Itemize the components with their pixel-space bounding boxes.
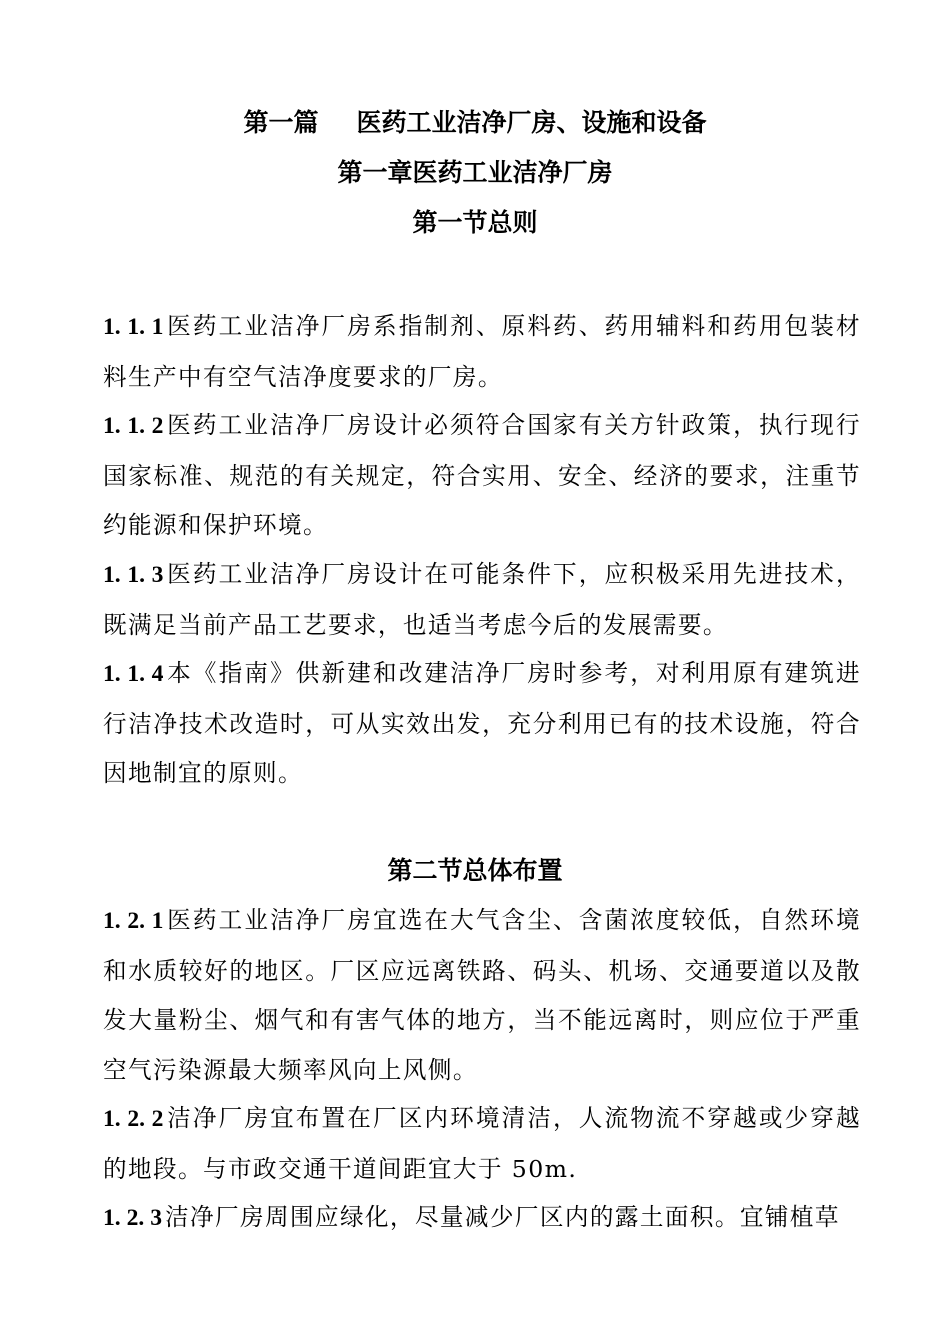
clause-1-2-1 [103, 896, 861, 1095]
clause-number: 1. 1. 3 [103, 562, 164, 588]
part-number: 第一篇 [243, 108, 319, 137]
part-title: 医药工业洁净厂房、设施和设备 [356, 108, 707, 137]
clause-number: 1. 2. 2 [103, 1106, 164, 1132]
clause-text: 医药工业洁净厂房设计必须符合国家有关方针政策，执行现行国家标准、规范的有关规定，符合实用、安全、经济的要求，注重节约能源和保护环境。 [103, 411, 861, 539]
clause-1-1-2 [103, 401, 861, 551]
clause-text: 医药工业洁净厂房宜选在大气含尘、含菌浓度较低，自然环境和水质较好的地区。厂区应远离铁路、码头、机场、交通要道以及散发大量粉尘、烟气和有害气体的地方，当不能远离时，则应位于严重空气污染源最大频率风向上风侧。 [103, 906, 861, 1084]
clause-1-1-1 [103, 302, 861, 402]
clause-text: 医药工业洁净厂房系指制剂、原料药、药用辅料和药用包装材料生产中有空气洁净度要求的厂房。 [103, 312, 861, 391]
clause-1-1-4 [103, 649, 861, 799]
clause-text: 医药工业洁净厂房设计在可能条件下，应积极采用先进技术，既满足当前产品工艺要求，也适当考虑今后的发展需要。 [103, 560, 861, 639]
clause-number: 1. 1. 4 [103, 661, 164, 687]
clause-number: 1. 1. 2 [103, 413, 164, 439]
section-heading-layout: 第二节总体布置 [387, 856, 563, 885]
clause-number: 1. 2. 3 [103, 1205, 162, 1231]
clause-1-2-2 [103, 1094, 861, 1194]
clause-text: 洁净厂房周围应绿化，尽量减少厂区内的露土面积。宜铺植草 [164, 1203, 840, 1231]
clause-text: 本《指南》供新建和改建洁净厂房时参考，对利用原有建筑进行洁净技术改造时，可从实效出发，充分利用已有的技术设施，符合因地制宜的原则。 [103, 659, 861, 787]
clause-number: 1. 1. 1 [103, 314, 164, 340]
clause-text: 洁净厂房宜布置在厂区内环境清洁，人流物流不穿越或少穿越的地段。与市政交通干道间距宜大于 50m. [103, 1104, 861, 1183]
part-heading [0, 108, 950, 138]
clause-1-2-3 [103, 1193, 861, 1244]
section-heading-general: 第一节总则 [412, 208, 538, 237]
clause-1-1-3 [103, 550, 861, 650]
clause-number: 1. 2. 1 [103, 908, 164, 934]
chapter-heading: 第一章医药工业洁净厂房 [337, 158, 613, 187]
